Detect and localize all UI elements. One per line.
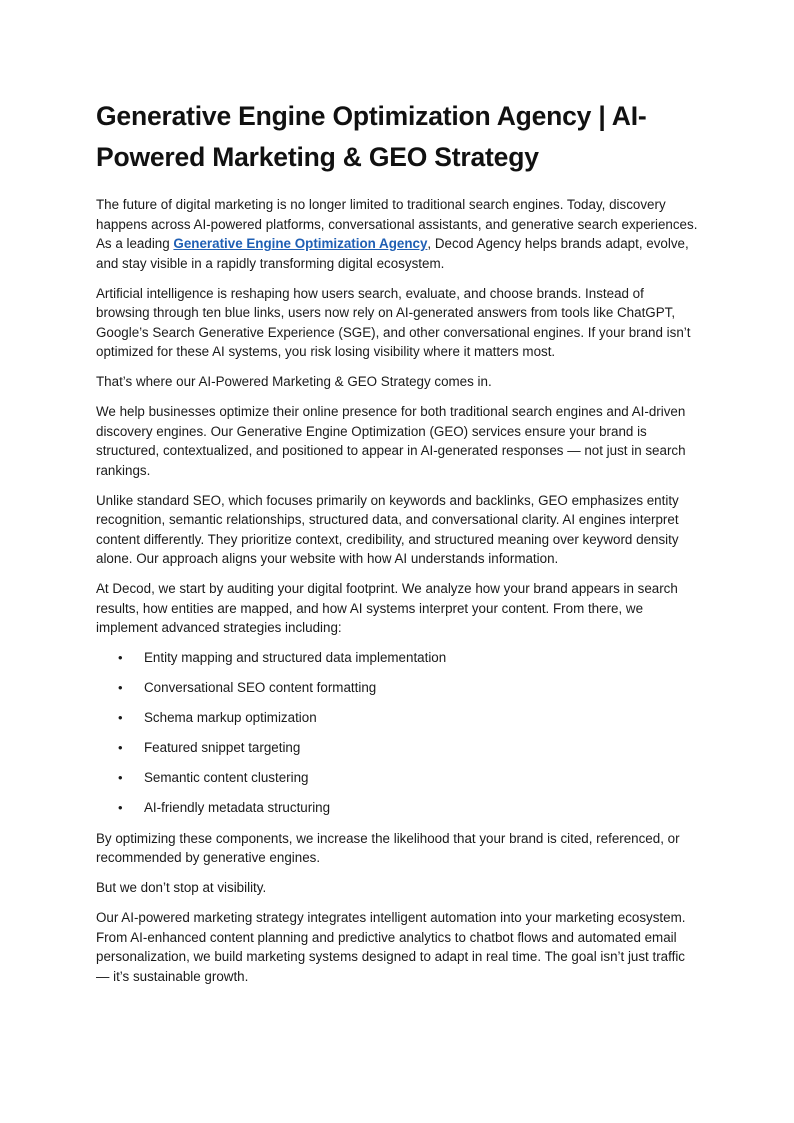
- intro-text-before-link: The future of digital marketing is no longer limited to traditional search engines. Today, discovery happens across AI-powered platforms, conversational assistants, and generative search experiences. As a leading: [96, 197, 698, 251]
- paragraph-unlike-seo: Unlike standard SEO, which focuses primarily on keywords and backlinks, GEO emphasizes entity recognition, semantic relationships, structured data, and conversational clarity. AI engines interpret content differently. They prioritize context, credibility, and structured meaning over keyword density alone. Our approach aligns your website with how AI understands information.: [96, 492, 679, 566]
- bullet-icon: •: [118, 680, 123, 695]
- paragraph-optimizing: By optimizing these components, we increase the likelihood that your brand is cited, referenced, or recommended by generative engines.: [96, 830, 680, 865]
- paragraph-geo-strategy: That’s where our AI-Powered Marketing & GEO Strategy comes in.: [96, 374, 492, 389]
- intro-paragraph: [96, 195, 698, 273]
- list-item: [96, 678, 698, 698]
- list-item-text: Featured snippet targeting: [144, 740, 301, 755]
- paragraph-we-help: We help businesses optimize their online presence for both traditional search engines and AI-driven discovery engines. Our Generative Engine Optimization (GEO) services ensure your brand is structured, contextualized, and positioned to appear in AI-generated responses — not just in search rankings.: [96, 404, 686, 478]
- bullet-icon: •: [118, 770, 123, 785]
- intro-text-after-link: , Decod Agency helps brands adapt, evolve, and stay visible in a rapidly transforming digital ecosystem.: [96, 236, 689, 271]
- paragraph-ai-reshaping: Artificial intelligence is reshaping how users search, evaluate, and choose brands. Instead of browsing through ten blue links, users now rely on AI-generated answers from tools like ChatGPT, Google’s Search Generative Experience (SGE), and other conversational engines. If your brand isn’t optimized for these AI systems, you risk losing visibility where it matters most.: [96, 285, 691, 359]
- list-item: [96, 798, 698, 818]
- paragraph-visibility: But we don’t stop at visibility.: [96, 880, 267, 895]
- list-item: [96, 738, 698, 758]
- list-item-text: AI-friendly metadata structuring: [144, 800, 331, 815]
- list-item-text: Entity mapping and structured data implementation: [144, 650, 447, 665]
- bullet-icon: •: [118, 650, 123, 665]
- page-title: Generative Engine Optimization Agency | AI-Powered Marketing & GEO Strategy: [96, 101, 647, 172]
- bullet-icon: •: [118, 710, 123, 725]
- strategy-list: [96, 648, 698, 818]
- bullet-icon: •: [118, 800, 123, 815]
- bullet-icon: •: [118, 740, 123, 755]
- list-item: [96, 708, 698, 728]
- geo-agency-link[interactable]: Generative Engine Optimization Agency: [173, 236, 428, 251]
- document-page: [96, 96, 698, 997]
- list-item-text: Semantic content clustering: [144, 770, 309, 785]
- list-item-text: Schema markup optimization: [144, 710, 317, 725]
- paragraph-ai-marketing: Our AI-powered marketing strategy integrates intelligent automation into your marketing ecosystem. From AI-enhanced content planning and predictive analytics to chatbot flows and automated email personalization, we build marketing systems designed to adapt in real time. The goal isn’t just traffic — it’s sustainable growth.: [96, 910, 686, 984]
- paragraph-at-decod: At Decod, we start by auditing your digital footprint. We analyze how your brand appears in search results, how entities are mapped, and how AI systems interpret your content. From there, we implement advanced strategies including:: [96, 581, 678, 635]
- list-item-text: Conversational SEO content formatting: [144, 680, 377, 695]
- list-item: [96, 648, 698, 668]
- list-item: [96, 768, 698, 788]
